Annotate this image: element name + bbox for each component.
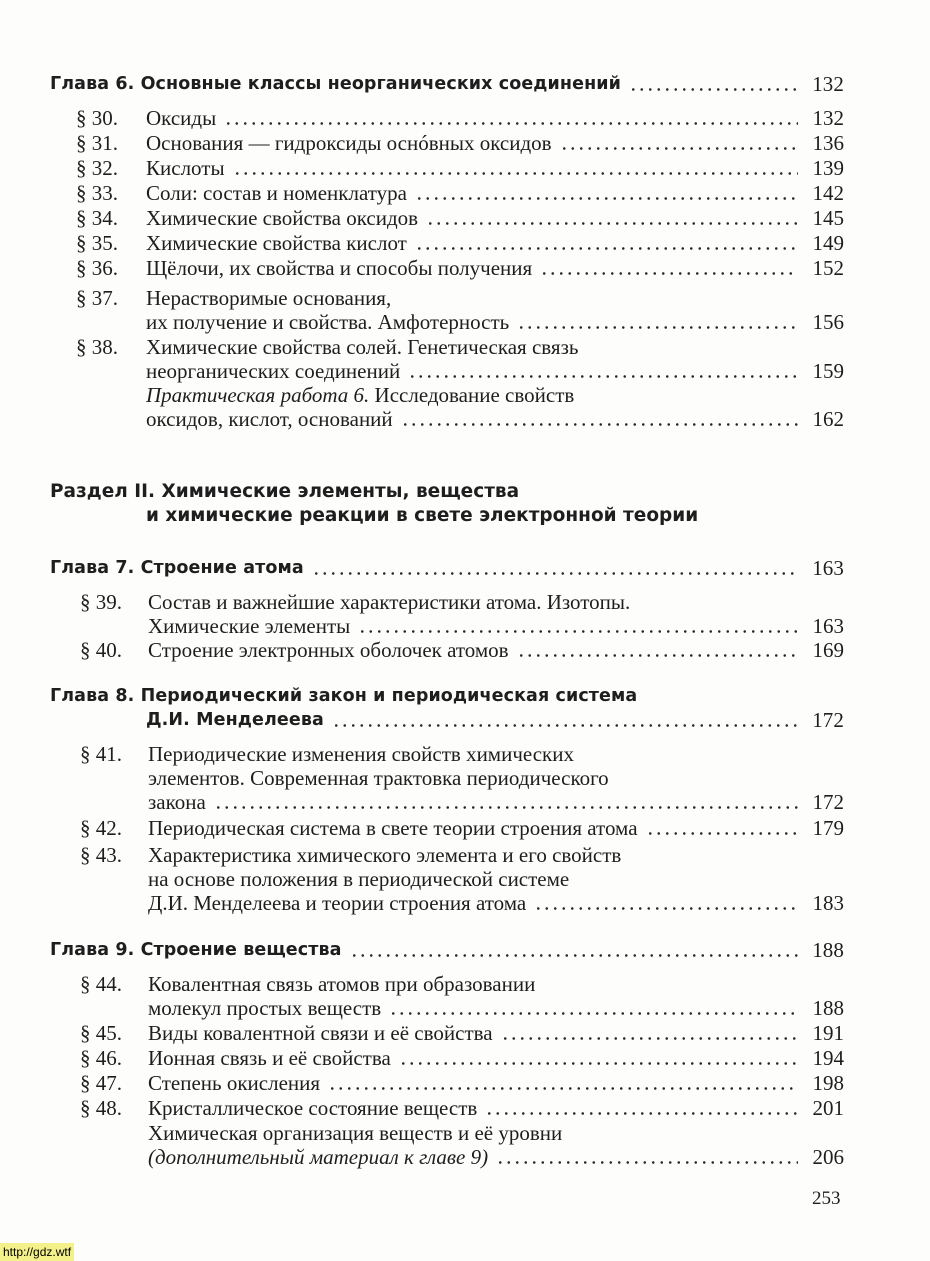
- chapter-title: Глава 7. Строение атома: [50, 558, 304, 578]
- toc-entry[interactable]: [148, 1071, 844, 1095]
- entry-text: Виды ковалентной связи и её свойства: [148, 1021, 493, 1045]
- toc-entry-43[interactable]: [148, 891, 844, 915]
- watermark-link[interactable]: http://gdz.wtf: [0, 1243, 74, 1261]
- toc-entry-extra-material[interactable]: [148, 1145, 844, 1169]
- section-number: § 44.: [80, 972, 122, 996]
- entry-text: Характеристика химического элемента и его свойств: [148, 843, 622, 867]
- leader-dots: [233, 172, 798, 175]
- section-number: § 37.: [76, 286, 118, 310]
- leader-dots: [517, 326, 798, 329]
- page-number: 172: [812, 790, 844, 814]
- entry-text: элементов. Современная трактовка периодического: [148, 766, 609, 790]
- toc-entry[interactable]: [146, 231, 844, 255]
- toc-entry-practical-6[interactable]: [146, 407, 844, 431]
- leader-dots: [415, 247, 798, 250]
- entry-text: Ковалентная связь атомов при образовании: [148, 972, 536, 996]
- chapter-7-heading[interactable]: [50, 556, 844, 580]
- chapter-8-heading[interactable]: [146, 708, 844, 732]
- leader-dots: [560, 147, 798, 150]
- leader-dots: [214, 806, 798, 809]
- entry-text: (дополнительный материал к главе 9): [148, 1145, 489, 1169]
- entry-text: их получение и свойства. Амфотерность: [146, 310, 510, 334]
- leader-dots: [415, 197, 798, 200]
- section-number: § 41.: [80, 742, 122, 766]
- page-number: 142: [812, 181, 844, 205]
- entry-text: закона: [148, 790, 206, 814]
- chapter-title: Глава 8. Периодический закон и периодическая система: [50, 686, 638, 706]
- page-number: 201: [812, 1096, 844, 1120]
- entry-text: Основания — гидроксиды оснóвных оксидов: [146, 131, 552, 155]
- leader-dots: [328, 1087, 798, 1090]
- entry-text: Химические элементы: [148, 614, 351, 638]
- chapter-title: Глава 6. Основные классы неорганических соединений: [50, 74, 621, 94]
- entry-text: Строение электронных оболочек атомов: [148, 638, 509, 662]
- chapter-title: Глава 9. Строение вещества: [50, 940, 342, 960]
- entry-text: Щёлочи, их свойства и способы получения: [146, 256, 533, 280]
- leader-dots: [540, 272, 798, 275]
- entry-text: Ионная связь и её свойства: [148, 1046, 391, 1070]
- toc-entry-38[interactable]: [146, 359, 844, 383]
- entry-text: Степень окисления: [148, 1071, 321, 1095]
- entry-text: неорганических соединений: [146, 359, 401, 383]
- toc-entry-37[interactable]: [146, 310, 844, 334]
- section-number: § 32.: [76, 156, 118, 180]
- page-number: 139: [812, 156, 844, 180]
- entry-text: Соли: состав и номенклатура: [146, 181, 407, 205]
- section-number: § 48.: [80, 1096, 122, 1120]
- section-number: § 42.: [80, 816, 122, 840]
- entry-text: Химические свойства кислот: [146, 231, 407, 255]
- entry-text: Оксиды: [146, 106, 217, 130]
- entry-text: Нерастворимые основания,: [146, 286, 392, 310]
- toc-entry-42[interactable]: [148, 816, 844, 840]
- toc-entry-39[interactable]: [148, 614, 844, 638]
- entry-text: Химическая организация веществ и её уровни: [148, 1121, 563, 1145]
- page-number: 149: [812, 231, 844, 255]
- page-number: 163: [812, 614, 844, 638]
- toc-entry[interactable]: [146, 131, 844, 155]
- section-number: § 30.: [76, 106, 118, 130]
- leader-dots: [350, 954, 798, 957]
- part-heading-line-1: Раздел II. Химические элементы, вещества: [50, 481, 520, 502]
- leader-dots: [224, 122, 798, 125]
- page-number: 198: [812, 1071, 844, 1095]
- leader-dots: [517, 654, 798, 657]
- leader-dots: [408, 375, 798, 378]
- leader-dots: [501, 1037, 798, 1040]
- page-number: 191: [812, 1021, 844, 1045]
- toc-entry[interactable]: [146, 206, 844, 230]
- toc-entry[interactable]: [146, 181, 844, 205]
- page-number: 145: [812, 206, 844, 230]
- section-number: § 36.: [76, 256, 118, 280]
- leader-dots: [426, 222, 798, 225]
- leader-dots: [399, 1062, 798, 1065]
- page-folio: 253: [812, 1188, 841, 1209]
- page-number: 194: [812, 1046, 844, 1070]
- section-number: § 47.: [80, 1071, 122, 1095]
- chapter-title: Д.И. Менделеева: [146, 710, 324, 730]
- chapter-9-heading[interactable]: [50, 938, 844, 962]
- section-number: § 46.: [80, 1046, 122, 1070]
- section-number: § 34.: [76, 206, 118, 230]
- page-number: 156: [812, 310, 844, 334]
- entry-text: Периодическая система в свете теории строения атома: [148, 816, 638, 840]
- leader-dots: [312, 572, 798, 575]
- entry-text: оксидов, кислот, оснований: [146, 407, 393, 431]
- page-number: 136: [812, 131, 844, 155]
- section-number: § 33.: [76, 181, 118, 205]
- chapter-6-heading[interactable]: [50, 72, 844, 96]
- toc-entry[interactable]: [148, 1021, 844, 1045]
- leader-dots: [646, 832, 798, 835]
- leader-dots: [401, 423, 798, 426]
- chapter-8-heading-line-1: [50, 684, 637, 708]
- page-number: 152: [812, 256, 844, 280]
- page-number: 179: [812, 816, 844, 840]
- page-number: 162: [812, 407, 844, 431]
- section-number: § 45.: [80, 1021, 122, 1045]
- leader-dots: [534, 907, 798, 910]
- toc-entry-44[interactable]: [148, 996, 844, 1020]
- entry-text: Периодические изменения свойств химических: [148, 742, 574, 766]
- entry-text: Кислоты: [146, 156, 225, 180]
- leader-dots: [629, 88, 798, 91]
- page-number: 163: [812, 556, 844, 580]
- page-number: 132: [812, 106, 844, 130]
- section-number: § 31.: [76, 131, 118, 155]
- toc-entry[interactable]: [148, 1096, 844, 1120]
- leader-dots: [485, 1112, 798, 1115]
- entry-text: Состав и важнейшие характеристики атома. Изотопы.: [148, 590, 631, 614]
- entry-text: Химические свойства оксидов: [146, 206, 419, 230]
- page-number: 172: [812, 708, 844, 732]
- practical-work-title: [146, 383, 574, 407]
- toc-entry-40[interactable]: [148, 638, 844, 662]
- entry-text: молекул простых веществ: [148, 996, 382, 1020]
- entry-text: Кристаллическое состояние веществ: [148, 1096, 478, 1120]
- leader-dots: [496, 1161, 798, 1164]
- page-number: 188: [812, 938, 844, 962]
- leader-dots: [358, 630, 798, 633]
- toc-entry[interactable]: [146, 156, 844, 180]
- practical-work-text: Исследование свойств: [369, 383, 575, 407]
- section-number: § 38.: [76, 335, 118, 359]
- page-number: 206: [812, 1145, 844, 1169]
- page-number: 159: [812, 359, 844, 383]
- section-number: § 40.: [80, 638, 122, 662]
- leader-dots: [389, 1012, 798, 1015]
- entry-text: Д.И. Менделеева и теории строения атома: [148, 891, 527, 915]
- toc-entry[interactable]: [146, 256, 844, 280]
- toc-entry[interactable]: [146, 106, 844, 130]
- leader-dots: [332, 724, 798, 727]
- section-number: § 43.: [80, 843, 122, 867]
- toc-entry-41[interactable]: [148, 790, 844, 814]
- practical-work-label: Практическая работа 6.: [146, 383, 370, 407]
- section-number: § 35.: [76, 231, 118, 255]
- part-heading-line-2: и химические реакции в свете электронной теории: [146, 505, 699, 526]
- section-number: § 39.: [80, 590, 122, 614]
- page-number: 169: [812, 638, 844, 662]
- page-number: 188: [812, 996, 844, 1020]
- page-number: 132: [812, 72, 844, 96]
- entry-text: Химические свойства солей. Генетическая связь: [146, 335, 579, 359]
- page-number: 183: [812, 891, 844, 915]
- toc-entry[interactable]: [148, 1046, 844, 1070]
- entry-text: на основе положения в периодической системе: [148, 867, 570, 891]
